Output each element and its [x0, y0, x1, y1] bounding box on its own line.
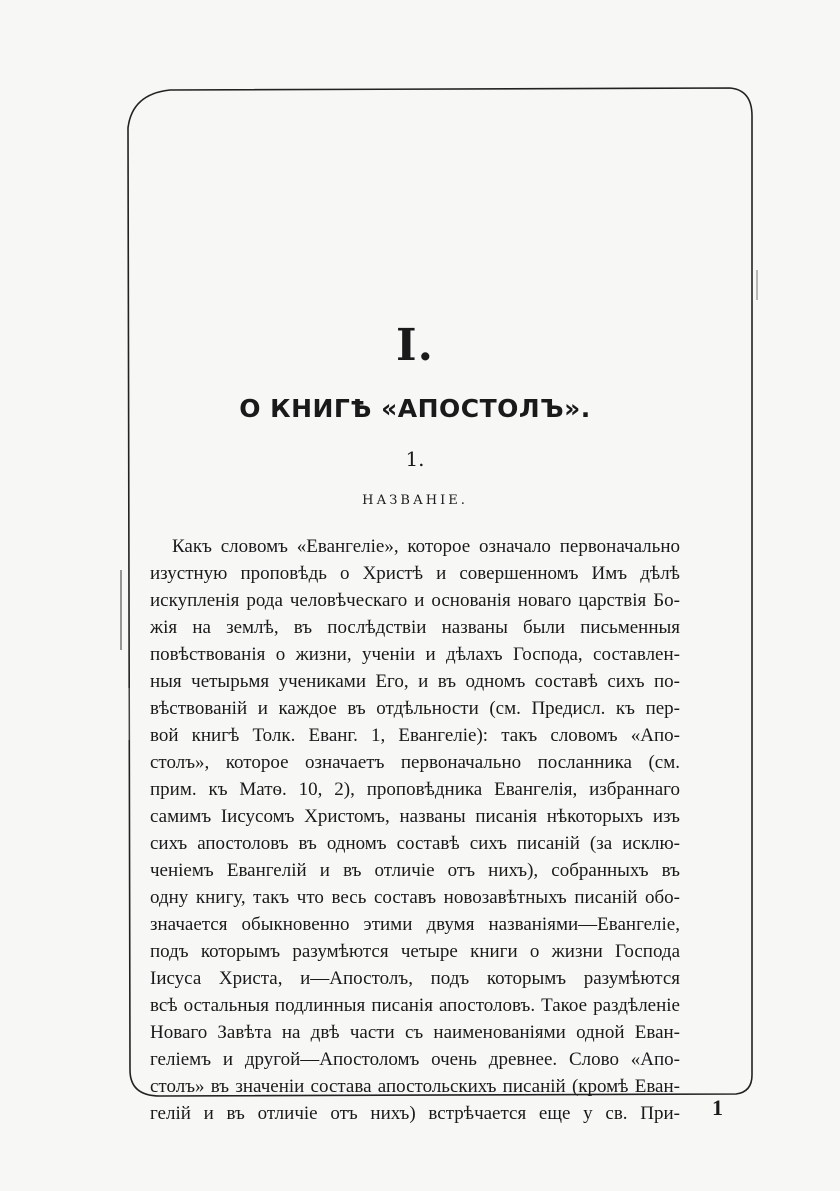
- text-line: одну книгу, такъ что весь составъ новозавѣтныхъ писаній обо-: [150, 887, 680, 908]
- text-line: Іисуса Христа, и—Апостолъ, подъ которымъ разумѣются: [150, 968, 680, 989]
- text-line: геліемъ и другой—Апостоломъ очень древнее. Слово «Апо-: [150, 1049, 680, 1070]
- text-line: ныя четырьмя учениками Его, и въ одномъ составѣ сихъ по-: [150, 671, 680, 692]
- text-line: Какъ словомъ «Евангеліе», которое означало первоначально: [172, 536, 680, 557]
- text-line: гелій и въ отличіе отъ нихъ) встрѣчается еще у св. При-: [150, 1103, 680, 1124]
- text-line: подъ которымъ разумѣются четыре книги о жизни Господа: [150, 941, 680, 962]
- text-line: столъ», которое означаетъ первоначально посланника (см.: [150, 752, 680, 773]
- text-line: столъ» въ значеніи состава апостольскихъ писаній (кромѣ Еван-: [150, 1076, 680, 1097]
- text-line: ченіемъ Евангелій и въ отличіе отъ нихъ), собранныхъ въ: [150, 860, 680, 881]
- text-line: вѣствованій и каждое въ отдѣльности (см. Предисл. къ пер-: [150, 698, 680, 719]
- section-heading: НАЗВАНІЕ.: [362, 493, 468, 508]
- text-line: самимъ Іисусомъ Христомъ, названы писанія нѣкоторыхъ изъ: [150, 806, 680, 827]
- text-line: жія на землѣ, въ послѣдствіи названы были письменныя: [150, 617, 680, 638]
- text-line: прим. къ Матѳ. 10, 2), проповѣдника Евангелія, избраннаго: [150, 779, 680, 800]
- body-paragraph: [150, 533, 680, 1127]
- page-number: 1: [712, 1095, 723, 1120]
- text-line: повѣствованія о жизни, ученіи и дѣлахъ Господа, составлен-: [150, 644, 680, 665]
- text-line: вой книгѣ Толк. Еванг. 1, Евангеліе): такъ словомъ «Апо-: [150, 725, 680, 746]
- text-line: Новаго Завѣта на двѣ части съ наименованіями одной Еван-: [150, 1022, 680, 1043]
- text-line: изустную проповѣдь о Христѣ и совершенномъ Имъ дѣлѣ: [150, 563, 680, 584]
- text-line: сихъ апостоловъ въ одномъ составѣ сихъ писаній (за исклю-: [150, 833, 680, 854]
- section-number: 1.: [405, 447, 425, 471]
- chapter-numeral: I.: [396, 320, 434, 371]
- text-line: значается обыкновенно этими двумя названіями—Евангеліе,: [150, 914, 680, 935]
- book-title: О КНИГѢ «АПОСТОЛЪ».: [239, 394, 591, 423]
- text-line: всѣ остальныя подлинныя писанія апостоловъ. Такое раздѣленіе: [150, 995, 680, 1016]
- text-line: искупленія рода человѣческаго и основанія новаго царствія Бо-: [150, 590, 680, 611]
